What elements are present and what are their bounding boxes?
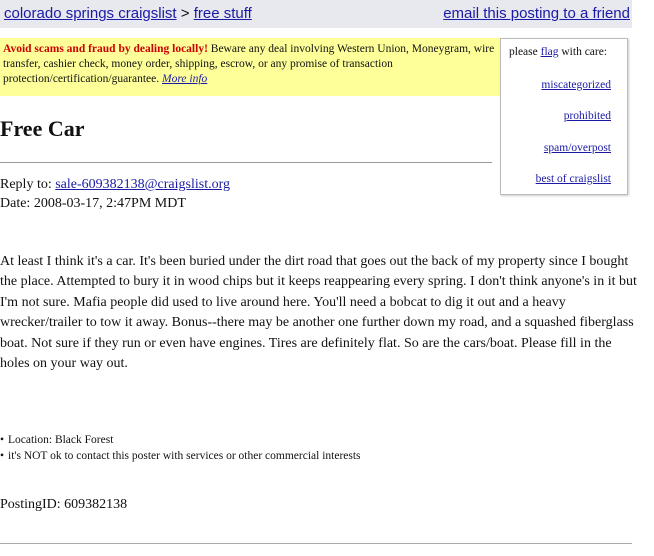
breadcrumb-city-link[interactable]: colorado springs craigslist <box>4 5 177 22</box>
location-text: Location: Black Forest <box>8 434 114 446</box>
flag-spam-link[interactable]: spam/overpost <box>543 142 611 154</box>
footer-divider <box>0 543 632 544</box>
flag-miscategorized-link[interactable]: miscategorized <box>541 79 611 91</box>
posting-title: Free Car <box>0 116 85 141</box>
scam-warning-box <box>0 38 500 96</box>
bullet-icon: • <box>0 450 5 462</box>
posting-bullets <box>0 432 361 464</box>
flag-best-of-link[interactable]: best of craigslist <box>535 173 611 185</box>
bullet-icon: • <box>0 434 5 446</box>
reply-info <box>0 175 230 213</box>
list-item <box>0 448 361 464</box>
posting-id: PostingID: 609382138 <box>0 497 128 512</box>
reply-email-link[interactable]: sale-609382138@craigslist.org <box>55 177 231 192</box>
breadcrumb-separator: > <box>180 5 190 22</box>
flag-suffix-text: with care: <box>558 46 608 58</box>
flag-box <box>500 38 628 195</box>
flag-box-heading <box>509 46 607 58</box>
posting-date: Date: 2008-03-17, 2:47PM MDT <box>0 196 186 211</box>
flag-prohibited-link[interactable]: prohibited <box>563 110 611 122</box>
contact-notice-text: it's NOT ok to contact this poster with services or other commercial interests <box>8 450 361 462</box>
list-item <box>0 432 361 448</box>
title-divider <box>0 162 492 163</box>
warning-text: Beware any deal involving Western Union, Moneygram, wire transfer, cashier check, money order, shipping, escrow, or any promise of transaction protection/certification/guarantee. <box>3 43 495 85</box>
more-info-link[interactable]: More info <box>162 73 208 85</box>
top-nav-bar <box>0 0 632 28</box>
flag-link[interactable]: flag <box>540 46 559 58</box>
flag-prefix-text: please <box>509 46 541 58</box>
breadcrumb <box>4 5 252 22</box>
posting-body: At least I think it's a car. It's been buried under the dirt road that goes out the back of my property since I bought the place. Attempted to bury it in wood chips but it keeps reappearing every spring. I don't think anyone's in it but I'm not sure. Mafia people did used to live around here. You'll need a bobcat to dig it out and a heavy wrecker/trailer to tow it away. Bonus--there may be another one further down my road, and a squashed fiberglass boat. Not sure if they run or even have engines. Tires are definitely flat. So are the cars/boat. Please fill in the holes on your way out. <box>0 254 637 372</box>
email-posting-link[interactable]: email this posting to a friend <box>443 5 630 22</box>
reply-label: Reply to: <box>0 177 56 192</box>
breadcrumb-section-link[interactable]: free stuff <box>193 5 252 22</box>
warning-headline: Avoid scams and fraud by dealing locally! <box>3 43 208 55</box>
